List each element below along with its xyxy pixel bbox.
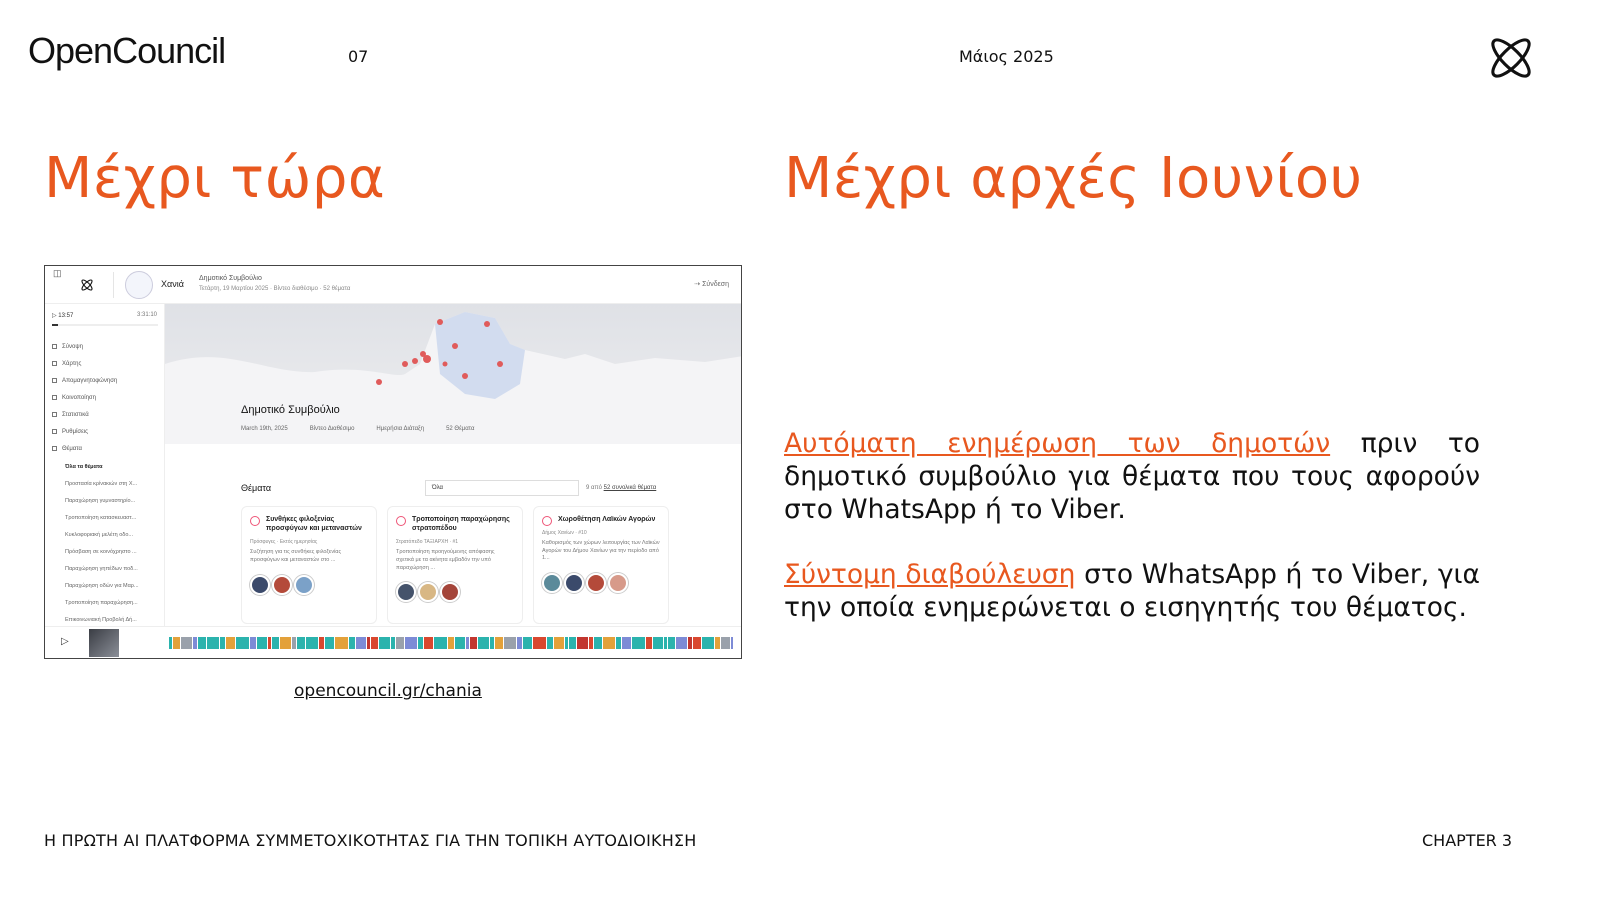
timeline-segment[interactable]	[371, 637, 378, 649]
theme-card-description: Τροποποίηση προηγούμενης απόφασης σχετικά με τα ακίνητα εμβαδόν την υπό παραχώρηση ...	[396, 549, 495, 571]
timeline-segment[interactable]	[622, 637, 631, 649]
timeline-segment[interactable]	[504, 637, 516, 649]
sidebar-item-icon	[52, 429, 57, 434]
timeline-segment[interactable]	[226, 637, 235, 649]
timeline-segment[interactable]	[668, 637, 675, 649]
timeline-segment[interactable]	[589, 637, 593, 649]
topic-item[interactable]: Παραχώρηση γυμναστηρίο...	[65, 497, 136, 504]
sidebar-item-label: Ρυθμίσεις	[62, 428, 89, 435]
login-label: Σύνδεση	[702, 281, 729, 288]
theme-icon	[542, 516, 552, 526]
topbar-divider	[113, 272, 114, 298]
page-number: 07	[348, 47, 369, 66]
timeline-segment[interactable]	[646, 637, 652, 649]
heading-until-june: Μέχρι αρχές Ιουνίου	[784, 146, 1363, 211]
theme-card[interactable]	[533, 506, 669, 624]
speaker-avatars	[250, 575, 368, 595]
footer-chapter: CHAPTER 3	[1422, 831, 1513, 850]
timeline-segment[interactable]	[676, 637, 687, 649]
timeline-segment[interactable]	[169, 637, 172, 649]
timeline-segment[interactable]	[297, 637, 305, 649]
consultation-text: στο WhatsApp ή το Viber, για την οποία ενημερώνεται ο εισηγητής του θέματος.	[784, 559, 1480, 623]
sidebar-item-label: Θέματα	[62, 445, 83, 452]
timeline-segment[interactable]	[335, 637, 348, 649]
themes-total-link[interactable]: 52 συνολικά θέματα	[603, 485, 657, 491]
city-name[interactable]: Χανιά	[161, 279, 184, 289]
sidebar-item-icon	[52, 412, 57, 417]
sidebar-topics	[65, 458, 161, 628]
timeline-segment[interactable]	[236, 637, 249, 649]
timeline-segment[interactable]	[490, 637, 494, 649]
timeline-segment[interactable]	[569, 637, 576, 649]
current-time: 13:57	[58, 313, 74, 319]
timeline-segment[interactable]	[603, 637, 615, 649]
playback-progress-fill	[52, 324, 58, 326]
app-sidebar	[45, 304, 165, 626]
timeline-segment[interactable]	[349, 637, 355, 649]
theme-card[interactable]	[387, 506, 523, 624]
sidebar-item[interactable]	[52, 389, 160, 406]
sidebar-item-label: Σύνοψη	[62, 343, 83, 350]
avatar[interactable]	[294, 575, 314, 595]
meta-item: 52 Θέματα	[446, 426, 475, 432]
paragraph-consultation	[784, 558, 1480, 624]
auto-notify-link[interactable]: Αυτόματη ενημέρωση των δημοτών	[784, 428, 1331, 459]
chania-link[interactable]: opencouncil.gr/chania	[294, 681, 482, 701]
council-subtitle: Τετάρτη, 19 Μαρτίου 2025 · Βίντεο διαθέσιμο · 52 θέματα	[199, 286, 351, 292]
topic-item[interactable]: Προστασία κρίνακιών στη Χ...	[65, 480, 138, 487]
timeline-segment[interactable]	[448, 637, 454, 649]
timeline-segment[interactable]	[547, 637, 553, 649]
total-time: 3:31:10	[137, 312, 158, 318]
timeline-segment[interactable]	[478, 637, 489, 649]
avatar[interactable]	[608, 573, 628, 593]
play-icon[interactable]: ▷	[61, 636, 69, 647]
timeline-segment[interactable]	[455, 637, 465, 649]
timeline-segment[interactable]	[594, 637, 602, 649]
timeline-segment[interactable]	[418, 637, 423, 649]
themes-count	[586, 485, 656, 491]
map-panel[interactable]	[165, 304, 742, 444]
timeline-segment[interactable]	[533, 637, 546, 649]
timeline-segment[interactable]	[220, 637, 225, 649]
footer-tagline: Η ΠΡΩΤΗ AI ΠΛΑΤΦΟΡΜΑ ΣΥΜΜΕΤΟΧΙΚΟΤΗΤΑΣ ΓΙΑ ΤΗΝ ΤΟΠΙΚΗ ΑΥΤΟΔΙΟΙΚΗΣΗ	[44, 831, 697, 850]
theme-card-title: Τροποποίηση παραχώρησης στρατοπέδου	[412, 516, 510, 533]
sidebar-item[interactable]	[52, 372, 160, 389]
timeline-segment[interactable]	[193, 637, 197, 649]
timeline-segment[interactable]	[693, 637, 701, 649]
speaker-avatars	[396, 582, 514, 602]
sidebar-player[interactable]	[52, 312, 73, 319]
avatar[interactable]	[396, 582, 416, 602]
avatar[interactable]	[272, 575, 292, 595]
topic-item[interactable]: Τροποποίηση κατασκευαστ...	[65, 514, 137, 521]
timeline-segment[interactable]	[664, 637, 667, 649]
timeline-segment[interactable]	[280, 637, 291, 649]
meta-item: Βίντεο Διαθέσιμο	[309, 426, 355, 432]
sidebar-item[interactable]	[52, 338, 160, 355]
slide-date: Μάιος 2025	[959, 47, 1054, 66]
timeline-segment[interactable]	[424, 637, 433, 649]
meta-item: March 19th, 2025	[241, 426, 288, 432]
sidebar-item[interactable]	[52, 423, 160, 440]
timeline-segment[interactable]	[523, 637, 532, 649]
timeline-segment[interactable]	[466, 637, 469, 649]
speaker-timeline[interactable]	[169, 637, 733, 649]
timeline-segment[interactable]	[616, 637, 621, 649]
timeline-segment[interactable]	[306, 637, 318, 649]
avatar[interactable]	[586, 573, 606, 593]
topic-item[interactable]: Όλα τα θέματα	[65, 463, 103, 470]
timeline-segment[interactable]	[434, 637, 447, 649]
sidebar-item-label: Απομαγνητοφώνηση	[62, 377, 118, 384]
theme-card-title: Συνθήκες φιλοξενίας προσφύγων και μεταναστών	[266, 516, 362, 533]
sidebar-item-icon	[52, 361, 57, 366]
brand-wordmark: OpenCouncil	[28, 30, 226, 71]
council-title: Δημοτικό Συμβούλιο	[199, 275, 262, 282]
playback-progress[interactable]	[52, 324, 158, 326]
theme-card-title: Χωροθέτηση Λαϊκών Αγορών	[558, 516, 656, 523]
meeting-title: Δημοτικό Συμβούλιο	[241, 404, 340, 416]
theme-card-meta: Δήμος Χανίων · #10	[542, 530, 587, 537]
sidebar-item-icon	[52, 344, 57, 349]
theme-icon	[396, 516, 406, 526]
sidebar-item-label: Στατιστικά	[62, 411, 89, 418]
topic-item[interactable]: Επικοινωνιακή Προβολή Δή...	[65, 616, 137, 623]
avatar[interactable]	[440, 582, 460, 602]
app-topbar	[45, 266, 742, 304]
themes-filter-select[interactable]: Όλα	[425, 480, 579, 496]
sidebar-item-label: Χάρτης	[62, 360, 82, 367]
sidebar-item-label: Κοινοποίηση	[62, 394, 96, 401]
timeline-segment[interactable]	[715, 637, 720, 649]
sidebar-item-icon	[52, 395, 57, 400]
timeline-segment[interactable]	[577, 637, 588, 649]
sidebar-item[interactable]	[52, 406, 160, 423]
city-emblem	[125, 271, 153, 299]
topic-item[interactable]: Τροποποίηση παραχώρηση...	[65, 599, 138, 606]
timeline-segment[interactable]	[495, 637, 503, 649]
theme-card-meta: Στρατόπεδο ΤΑΞΙΑΡΧΗ · #1	[396, 539, 459, 546]
timeline-segment[interactable]	[721, 637, 730, 649]
sidebar-toggle-icon[interactable]: ◫	[53, 268, 62, 278]
topic-item[interactable]: Παραχώρηση γηπέδων ποδ...	[65, 565, 138, 572]
timeline-segment[interactable]	[272, 637, 279, 649]
avatar[interactable]	[418, 582, 438, 602]
video-thumbnail[interactable]	[89, 629, 119, 657]
timeline-segment[interactable]	[405, 637, 417, 649]
sidebar-item[interactable]	[52, 440, 160, 457]
paragraph-auto-notify	[784, 427, 1480, 526]
topic-item[interactable]: Κυκλοφοριακή μελέτη οδο...	[65, 531, 133, 538]
login-button[interactable]	[694, 280, 729, 288]
theme-icon	[250, 516, 260, 526]
avatar[interactable]	[250, 575, 270, 595]
consultation-link[interactable]: Σύντομη διαβούλευση	[784, 559, 1076, 590]
sidebar-item-icon	[52, 378, 57, 383]
timeline-segment[interactable]	[565, 637, 568, 649]
timeline-segment[interactable]	[688, 637, 692, 649]
heading-until-now: Μέχρι τώρα	[44, 146, 386, 211]
timeline-segment[interactable]	[292, 637, 296, 649]
theme-card-meta: Πρόσφυγες · Εκτός ημερησίας	[250, 539, 318, 546]
timeline-segment[interactable]	[173, 637, 180, 649]
timeline-segment[interactable]	[181, 637, 192, 649]
timeline-segment[interactable]	[257, 637, 267, 649]
timeline-segment[interactable]	[470, 637, 477, 649]
meeting-meta	[241, 426, 474, 432]
themes-count-prefix: 9 από	[586, 485, 602, 491]
bottom-player	[45, 626, 742, 659]
app-screenshot	[44, 265, 742, 659]
timeline-segment[interactable]	[207, 637, 219, 649]
play-icon: ▷	[52, 313, 57, 319]
opencouncil-small-icon[interactable]	[79, 277, 95, 293]
themes-heading: Θέματα	[241, 483, 272, 493]
auto-notify-text: πριν το δημοτικό συμβούλιο για θέματα που τους αφορούν στο WhatsApp ή το Viber.	[784, 428, 1480, 525]
opencouncil-flower-icon	[1482, 32, 1540, 84]
theme-card-description: Καθορισμός των χώρων λειτουργίας των Λαϊκών Αγορών του Δήμου Χανίων για την περίοδο από 1...	[542, 540, 660, 562]
timeline-segment[interactable]	[268, 637, 271, 649]
timeline-segment[interactable]	[702, 637, 714, 649]
speaker-avatars	[542, 573, 660, 593]
timeline-segment[interactable]	[367, 637, 370, 649]
timeline-segment[interactable]	[356, 637, 366, 649]
timeline-segment[interactable]	[325, 637, 334, 649]
timeline-segment[interactable]	[391, 637, 395, 649]
timeline-segment[interactable]	[632, 637, 645, 649]
timeline-segment[interactable]	[198, 637, 206, 649]
login-icon: ⇢	[694, 281, 701, 288]
theme-card-description: Συζήτηση για τις συνθήκες φιλοξενίας προσφύγων και μεταναστών στο ...	[250, 549, 342, 563]
timeline-segment[interactable]	[319, 637, 324, 649]
topic-item[interactable]: Πρόσβαση σε κοινόχρηστο ...	[65, 548, 137, 555]
timeline-segment[interactable]	[554, 637, 564, 649]
timeline-segment[interactable]	[379, 637, 390, 649]
sidebar-nav	[52, 338, 160, 457]
topic-item[interactable]: Παραχώρηση οδών για Μαρ...	[65, 582, 139, 589]
meta-item: Ημερήσια Διάταξη	[376, 426, 425, 432]
timeline-segment[interactable]	[250, 637, 256, 649]
sidebar-item-icon	[52, 446, 57, 451]
timeline-segment[interactable]	[396, 637, 404, 649]
timeline-segment[interactable]	[731, 637, 733, 649]
theme-card[interactable]	[241, 506, 377, 624]
sidebar-item[interactable]	[52, 355, 160, 372]
avatar[interactable]	[564, 573, 584, 593]
timeline-segment[interactable]	[517, 637, 522, 649]
avatar[interactable]	[542, 573, 562, 593]
timeline-segment[interactable]	[653, 637, 663, 649]
